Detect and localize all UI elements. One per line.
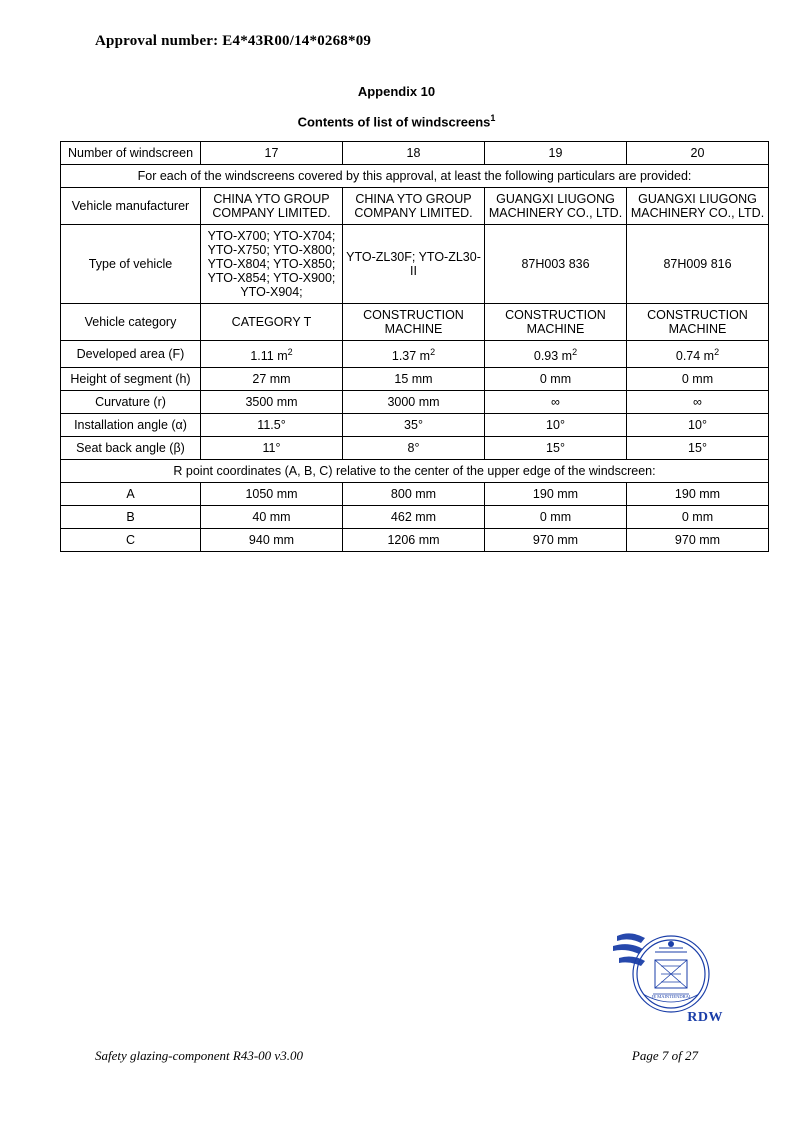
row-label-b: B <box>61 506 201 529</box>
table-row <box>61 506 769 529</box>
table-row <box>61 529 769 552</box>
cell-height-segment-1: 27 mm <box>201 368 343 391</box>
row-label-manufacturer: Vehicle manufacturer <box>61 188 201 225</box>
cell-curvature-4: ∞ <box>627 391 769 414</box>
contents-title-text: Contents of list of windscreens <box>297 114 491 130</box>
cell-curvature-2: 3000 mm <box>343 391 485 414</box>
cell-c-4: 970 mm <box>627 529 769 552</box>
row-label-height-segment: Height of segment (h) <box>61 368 201 391</box>
cell-category-3: CONSTRUCTION MACHINE <box>485 304 627 341</box>
cell-a-4: 190 mm <box>627 483 769 506</box>
table-row <box>61 225 769 304</box>
cell-b-1: 40 mm <box>201 506 343 529</box>
value-text: 1.11 m <box>250 349 288 364</box>
cell-developed-area-4 <box>627 341 769 368</box>
cell-seat-back-angle-1: 11° <box>201 437 343 460</box>
unit-superscript: 2 <box>714 347 720 357</box>
cell-b-3: 0 mm <box>485 506 627 529</box>
cell-manufacturer-2: CHINA YTO GROUP COMPANY LIMITED. <box>343 188 485 225</box>
cell-seat-back-angle-2: 8° <box>343 437 485 460</box>
particulars-note: For each of the windscreens covered by this approval, at least the following particulars are provided: <box>61 165 769 188</box>
value-text: 0.74 m <box>675 349 715 364</box>
cell-developed-area-2 <box>343 341 485 368</box>
cell-curvature-1: 3500 mm <box>201 391 343 414</box>
appendix-title: Appendix 10 <box>357 84 436 99</box>
row-label-developed-area: Developed area (F) <box>61 341 201 368</box>
unit-superscript: 2 <box>430 347 436 357</box>
row-label-type: Type of vehicle <box>61 225 201 304</box>
table-row-particulars-note <box>61 165 769 188</box>
cell-type-2: YTO-ZL30F; YTO-ZL30-II <box>343 225 485 304</box>
cell-developed-area-3 <box>485 341 627 368</box>
cell-category-4: CONSTRUCTION MACHINE <box>627 304 769 341</box>
cell-manufacturer-4: GUANGXI LIUGONG MACHINERY CO., LTD. <box>627 188 769 225</box>
unit-superscript: 2 <box>572 347 578 357</box>
rdw-stamp <box>603 922 733 1032</box>
cell-curvature-3: ∞ <box>485 391 627 414</box>
cell-height-segment-4: 0 mm <box>627 368 769 391</box>
cell-manufacturer-1: CHINA YTO GROUP COMPANY LIMITED. <box>201 188 343 225</box>
windscreen-number-1: 17 <box>201 142 343 165</box>
cell-a-3: 190 mm <box>485 483 627 506</box>
row-label-category: Vehicle category <box>61 304 201 341</box>
table-row <box>61 368 769 391</box>
cell-type-3: 87H003 836 <box>485 225 627 304</box>
approval-number: Approval number: E4*43R00/14*0268*09 <box>95 33 372 49</box>
cell-c-3: 970 mm <box>485 529 627 552</box>
table-row-rpoint-note <box>61 460 769 483</box>
table-row-number <box>61 142 769 165</box>
windscreen-number-2: 18 <box>343 142 485 165</box>
row-label-installation-angle: Installation angle (α) <box>61 414 201 437</box>
cell-b-2: 462 mm <box>343 506 485 529</box>
table-row <box>61 391 769 414</box>
value-text: 1.37 m <box>391 349 431 364</box>
cell-seat-back-angle-3: 15° <box>485 437 627 460</box>
cell-installation-angle-4: 10° <box>627 414 769 437</box>
row-label-c: C <box>61 529 201 552</box>
windscreen-number-4: 20 <box>627 142 769 165</box>
cell-installation-angle-3: 10° <box>485 414 627 437</box>
cell-height-segment-2: 15 mm <box>343 368 485 391</box>
windscreen-number-3: 19 <box>485 142 627 165</box>
unit-superscript: 2 <box>287 347 293 357</box>
windscreen-table <box>60 141 769 552</box>
cell-developed-area-1 <box>201 341 343 368</box>
cell-installation-angle-2: 35° <box>343 414 485 437</box>
footer-right: Page 7 of 27 <box>631 1048 698 1063</box>
table-row <box>61 483 769 506</box>
table-row <box>61 188 769 225</box>
cell-type-1: YTO-X700; YTO-X704; YTO-X750; YTO-X800; YTO-X804; YTO-X850; YTO-X854; YTO-X900; YTO-X904; <box>201 225 343 304</box>
cell-height-segment-3: 0 mm <box>485 368 627 391</box>
row-label-number: Number of windscreen <box>61 142 201 165</box>
cell-c-2: 1206 mm <box>343 529 485 552</box>
row-label-seat-back-angle: Seat back angle (β) <box>61 437 201 460</box>
value-text: 0.93 m <box>533 349 573 364</box>
contents-title <box>0 113 793 129</box>
rpoint-note: R point coordinates (A, B, C) relative to the center of the upper edge of the windscreen: <box>61 460 769 483</box>
table-row <box>61 414 769 437</box>
cell-a-2: 800 mm <box>343 483 485 506</box>
row-label-curvature: Curvature (r) <box>61 391 201 414</box>
stamp-organisation: RDW <box>687 1010 723 1025</box>
contents-title-footnote: 1 <box>490 113 496 123</box>
cell-category-2: CONSTRUCTION MACHINE <box>343 304 485 341</box>
table-row <box>61 304 769 341</box>
cell-installation-angle-1: 11.5° <box>201 414 343 437</box>
footer-left: Safety glazing-component R43-00 v3.00 <box>95 1048 303 1063</box>
cell-category-1: CATEGORY T <box>201 304 343 341</box>
row-label-a: A <box>61 483 201 506</box>
cell-a-1: 1050 mm <box>201 483 343 506</box>
cell-manufacturer-3: GUANGXI LIUGONG MACHINERY CO., LTD. <box>485 188 627 225</box>
stamp-motto: JE MAINTIENDRAI <box>651 994 691 999</box>
cell-type-4: 87H009 816 <box>627 225 769 304</box>
cell-seat-back-angle-4: 15° <box>627 437 769 460</box>
table-row <box>61 341 769 368</box>
table-row <box>61 437 769 460</box>
cell-c-1: 940 mm <box>201 529 343 552</box>
cell-b-4: 0 mm <box>627 506 769 529</box>
